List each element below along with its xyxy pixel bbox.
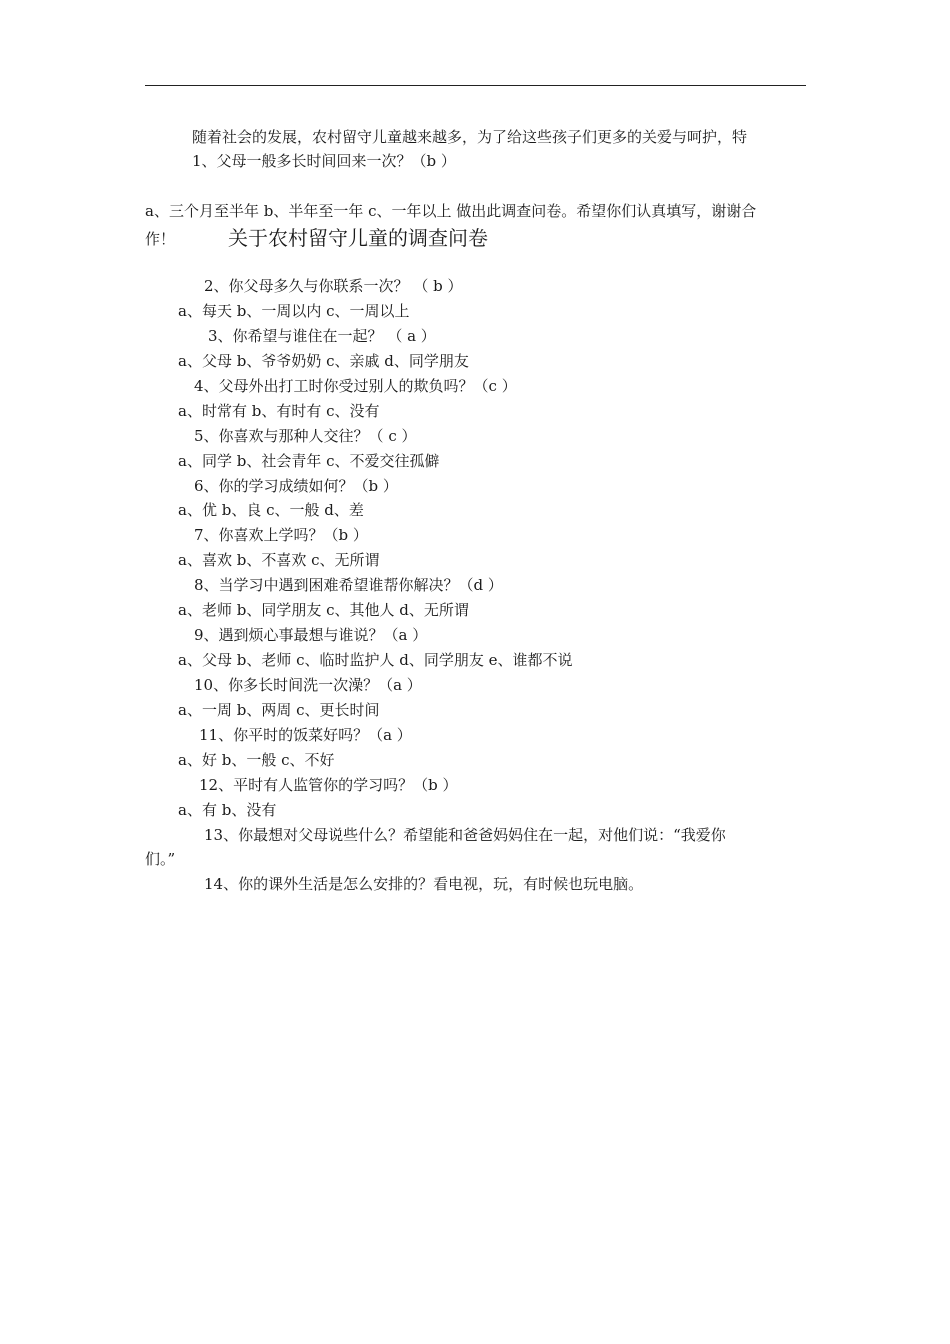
options-11: a、好 b、一般 c、不好 (178, 751, 335, 769)
question-12: 12、平时有人监管你的学习吗？（b ） (199, 776, 458, 794)
intro-line-3: 作！ (145, 230, 176, 248)
options-3: a、父母 b、爷爷奶奶 c、亲戚 d、同学朋友 (178, 352, 469, 370)
page-title: 关于农村留守儿童的调查问卷 (228, 226, 488, 250)
question-10: 10、你多长时间洗一次澡？（a ） (194, 676, 422, 694)
question-9: 9、遇到烦心事最想与谁说？（a ） (194, 626, 428, 644)
intro-line-2 (145, 202, 756, 220)
question-6: 6、你的学习成绩如何？（b ） (194, 477, 398, 495)
question-5: 5、你喜欢与那种人交往？（ c ） (194, 427, 417, 445)
question-4: 4、父母外出打工时你受过别人的欺负吗？（c ） (194, 377, 517, 395)
q1-options: a、三个月至半年 b、半年至一年 c、一年以上 (145, 202, 457, 220)
options-8: a、老师 b、同学朋友 c、其他人 d、无所谓 (178, 601, 469, 619)
question-13: 13、你最想对父母说些什么？希望能和爸爸妈妈住在一起，对他们说：“我爱你 (204, 826, 726, 844)
options-6: a、优 b、良 c、一般 d、差 (178, 501, 364, 519)
options-4: a、时常有 b、有时有 c、没有 (178, 402, 380, 420)
options-10: a、一周 b、两周 c、更长时间 (178, 701, 380, 719)
question-8: 8、当学习中遇到困难希望谁帮你解决？（d ） (194, 576, 503, 594)
options-5: a、同学 b、社会青年 c、不爱交往孤僻 (178, 452, 440, 470)
question-7: 7、你喜欢上学吗？（b ） (194, 526, 368, 544)
question-1: 1、父母一般多长时间回来一次？（b ） (192, 152, 456, 170)
options-7: a、喜欢 b、不喜欢 c、无所谓 (178, 551, 380, 569)
options-9: a、父母 b、老师 c、临时监护人 d、同学朋友 e、谁都不说 (178, 651, 573, 669)
options-2: a、每天 b、一周以内 c、一周以上 (178, 302, 410, 320)
question-14: 14、你的课外生活是怎么安排的？看电视，玩，有时候也玩电脑。 (204, 875, 644, 893)
question-13-cont: 们。” (145, 850, 176, 868)
intro-text: 做出此调查问卷。希望你们认真填写，谢谢合 (456, 202, 757, 220)
options-12: a、有 b、没有 (178, 801, 277, 819)
intro-line-1: 随着社会的发展，农村留守儿童越来越多，为了给这些孩子们更多的关爱与呵护，特 (192, 128, 748, 146)
header-rule (145, 85, 806, 86)
question-3: 3、你希望与谁住在一起？ （ a ） (208, 327, 436, 345)
question-11: 11、你平时的饭菜好吗？（a ） (199, 726, 412, 744)
question-2: 2、你父母多久与你联系一次？ （ b ） (204, 277, 463, 295)
